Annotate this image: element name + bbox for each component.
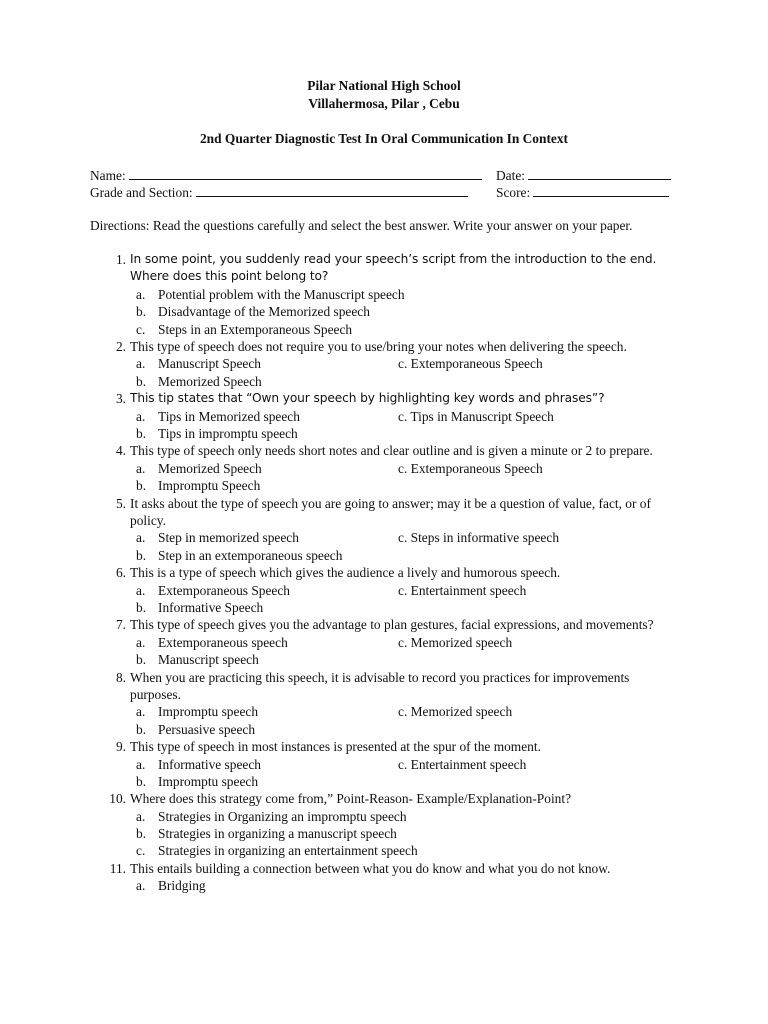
answer-option — [130, 634, 678, 651]
answer-option — [130, 460, 678, 477]
option-letter: a. — [136, 408, 146, 424]
option-text-right-column: c. Memorized speech — [398, 704, 513, 720]
answer-option — [130, 529, 678, 546]
option-letter: b. — [136, 599, 147, 615]
answer-option — [130, 721, 678, 738]
answer-option — [130, 547, 678, 564]
question-number: 8. — [115, 669, 126, 685]
answer-option — [130, 842, 678, 859]
answer-option — [130, 425, 678, 442]
option-text: Impromptu speech — [158, 773, 259, 789]
option-text-right-column: c. Extemporaneous Speech — [398, 356, 543, 372]
answer-option — [130, 877, 678, 894]
grade-section-label: Grade and Section: — [90, 185, 193, 200]
question-item — [90, 564, 678, 616]
option-letter: b. — [136, 773, 147, 789]
question-text: It asks about the type of speech you are going to answer; may it be a question of value, fact, or of policy. — [130, 495, 651, 528]
question-item — [90, 251, 678, 338]
option-text: Manuscript speech — [158, 652, 259, 668]
question-text: This type of speech only needs short notes and clear outline and is given a minute or 2 to prepare. — [130, 443, 653, 459]
option-letter: a. — [136, 634, 146, 650]
option-text: Steps in an Extemporaneous Speech — [158, 321, 353, 337]
option-text-right-column: c. Tips in Manuscript Speech — [398, 408, 554, 424]
question-number: 9. — [115, 739, 126, 755]
option-letter: a. — [136, 808, 146, 824]
test-title: 2nd Quarter Diagnostic Test In Oral Communication In Context — [199, 131, 569, 146]
name-blank-line — [129, 166, 482, 180]
score-blank-line — [533, 183, 669, 197]
option-text: Informative Speech — [158, 599, 264, 615]
option-text: Impromptu Speech — [158, 478, 261, 494]
option-text: Manuscript Speech — [158, 356, 262, 372]
answer-option — [130, 355, 678, 372]
question-item — [90, 616, 678, 668]
question-number: 2. — [115, 338, 126, 354]
score-field — [496, 183, 669, 201]
option-letter: c. — [136, 843, 146, 859]
question-number: 11. — [109, 860, 126, 876]
option-text: Strategies in organizing an entertainment speech — [158, 843, 418, 859]
option-text: Bridging — [158, 878, 206, 894]
question-number: 6. — [115, 565, 126, 581]
option-letter: a. — [136, 286, 146, 302]
option-letter: b. — [136, 721, 147, 737]
answer-option — [130, 599, 678, 616]
question-list — [90, 251, 678, 895]
option-letter: a. — [136, 878, 146, 894]
option-text: Step in an extemporaneous speech — [158, 547, 343, 563]
option-letter: a. — [136, 356, 146, 372]
answer-option — [130, 756, 678, 773]
question-text: This type of speech does not require you to use/bring your notes when delivering the speech. — [130, 338, 627, 354]
option-letter: a. — [136, 460, 146, 476]
option-letter: a. — [136, 582, 146, 598]
option-letter: b. — [136, 425, 147, 441]
option-text: Tips in Memorized speech — [158, 408, 300, 424]
option-text: Memorized Speech — [158, 460, 262, 476]
option-letter: b. — [136, 304, 147, 320]
grade-section-blank-line — [196, 183, 468, 197]
option-letter: b. — [136, 478, 147, 494]
answer-option — [130, 321, 678, 338]
answer-option — [130, 651, 678, 668]
answer-option — [130, 582, 678, 599]
question-item — [90, 390, 678, 442]
option-letter: a. — [136, 530, 146, 546]
option-text: Impromptu speech — [158, 704, 259, 720]
question-number: 1. — [115, 252, 126, 267]
score-label: Score: — [496, 185, 531, 200]
question-text: This type of speech in most instances is presented at the spur of the moment. — [130, 739, 541, 755]
option-letter: c. — [136, 321, 146, 337]
question-text: This tip states that “Own your speech by highlighting key words and phrases”? — [130, 391, 605, 406]
question-text: In some point, you suddenly read your speech’s script from the introduction to the end. Where does this point belong to? — [130, 252, 657, 284]
grade-section-field — [90, 183, 468, 201]
answer-option — [130, 825, 678, 842]
answer-option — [130, 477, 678, 494]
option-text-right-column: c. Entertainment speech — [398, 582, 527, 598]
option-text: Extemporaneous speech — [158, 634, 288, 650]
answer-option — [130, 808, 678, 825]
question-item — [90, 495, 678, 565]
option-letter: a. — [136, 756, 146, 772]
option-letter: b. — [136, 652, 147, 668]
date-field — [496, 166, 671, 184]
question-number: 7. — [115, 617, 126, 633]
question-number: 3. — [115, 391, 126, 407]
answer-option — [130, 408, 678, 425]
option-letter: b. — [136, 826, 147, 842]
school-address: Villahermosa, Pilar , Cebu — [308, 96, 460, 111]
option-text-right-column: c. Entertainment speech — [398, 756, 527, 772]
question-item — [90, 442, 678, 494]
option-text-right-column: c. Memorized speech — [398, 634, 513, 650]
answer-option — [130, 373, 678, 390]
option-text: Tips in impromptu speech — [158, 425, 298, 441]
name-label: Name: — [90, 168, 126, 183]
answer-option — [130, 303, 678, 320]
question-text: This is a type of speech which gives the audience a lively and humorous speech. — [130, 565, 561, 581]
option-text-right-column: c. Extemporaneous Speech — [398, 460, 543, 476]
option-text: Strategies in Organizing an impromptu speech — [158, 808, 407, 824]
question-item — [90, 338, 678, 390]
option-text: Persuasive speech — [158, 721, 256, 737]
question-text: This entails building a connection between what you do know and what you do not know. — [130, 860, 611, 876]
option-letter: a. — [136, 704, 146, 720]
option-text: Memorized Speech — [158, 373, 262, 389]
date-label: Date: — [496, 168, 525, 183]
answer-option — [130, 286, 678, 303]
question-item — [90, 738, 678, 790]
name-field — [90, 166, 482, 184]
question-item — [90, 790, 678, 860]
option-text: Disadvantage of the Memorized speech — [158, 304, 370, 320]
option-letter: b. — [136, 547, 147, 563]
answer-option — [130, 773, 678, 790]
option-text: Step in memorized speech — [158, 530, 299, 546]
question-text: When you are practicing this speech, it is advisable to record you practices for improvements purposes. — [130, 669, 630, 702]
option-letter: b. — [136, 373, 147, 389]
option-text: Informative speech — [158, 756, 261, 772]
question-item — [90, 669, 678, 739]
answer-option — [130, 703, 678, 720]
option-text: Strategies in organizing a manuscript speech — [158, 826, 397, 842]
question-text: This type of speech gives you the advantage to plan gestures, facial expressions, and movements? — [130, 617, 654, 633]
question-number: 10. — [109, 791, 126, 807]
question-item — [90, 860, 678, 895]
school-name: Pilar National High School — [307, 78, 461, 93]
question-text: Where does this strategy come from,” Point-Reason- Example/Explanation-Point? — [130, 791, 572, 807]
question-number: 4. — [115, 443, 126, 459]
option-text: Potential problem with the Manuscript speech — [158, 286, 405, 302]
option-text: Extemporaneous Speech — [158, 582, 291, 598]
question-number: 5. — [115, 495, 126, 511]
directions: Directions: Read the questions carefully and select the best answer. Write your answer on your paper. — [90, 218, 633, 233]
document-header — [0, 77, 768, 113]
date-blank-line — [528, 166, 671, 180]
option-text-right-column: c. Steps in informative speech — [398, 530, 560, 546]
